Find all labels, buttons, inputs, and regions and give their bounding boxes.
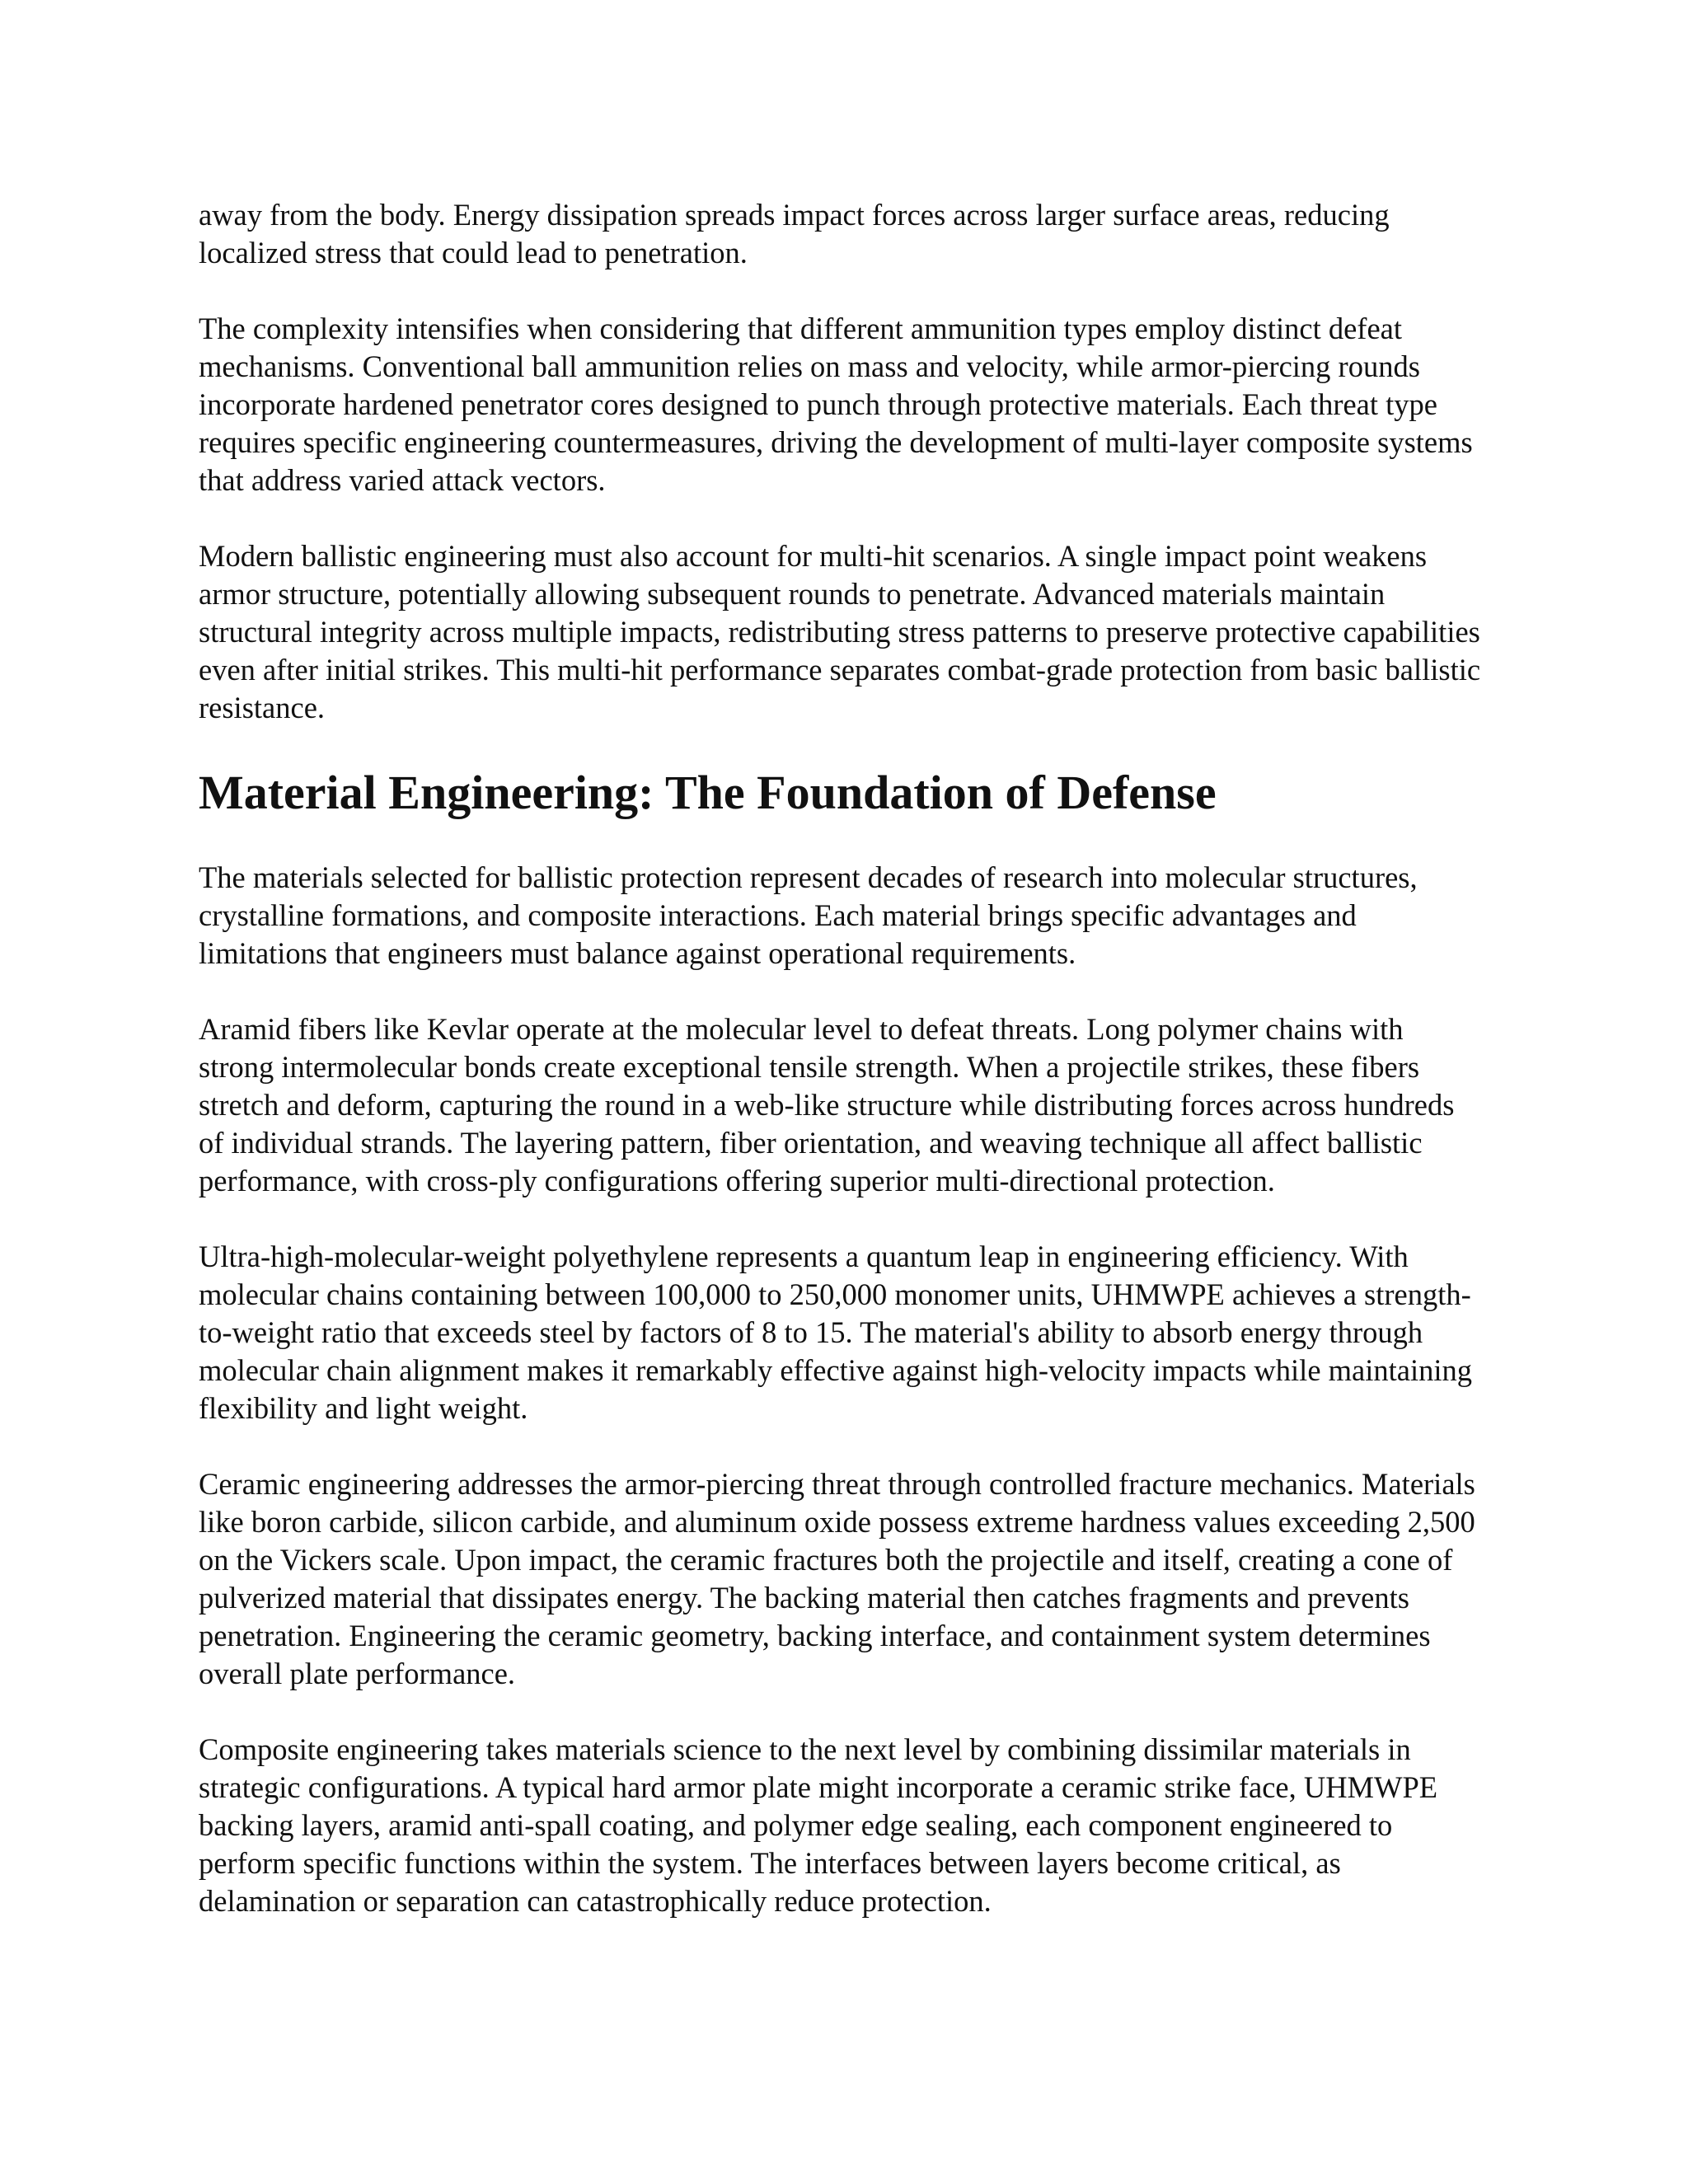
paragraph-energy-dissipation: away from the body. Energy dissipation spreads impact forces across larger surface areas, reducing localized stress that could lead to penetration. — [199, 198, 1390, 269]
paragraph-composite: Composite engineering takes materials science to the next level by combining dissimilar materials in strategic configurations. A typical hard armor plate might incorporate a ceramic strike face, UHMWPE backing layers, aramid anti-spall coating, and polymer edge sealing, each component engineered to perform specific functions within the system. The interfaces between layers become critical, as delamination or separation can catastrophically reduce protection. — [199, 1732, 1438, 1918]
document-page — [199, 196, 1484, 1958]
section-heading: Material Engineering: The Foundation of Defense — [199, 766, 1217, 819]
paragraph-aramid-fibers: Aramid fibers like Kevlar operate at the molecular level to defeat threats. Long polymer chains with strong intermolecular bonds create exceptional tensile strength. When a projectile strikes, these fibers stretch and deform, capturing the round in a web-like structure while distributing forces across hundreds of individual strands. The layering pattern, fiber orientation, and weaving technique all affect ballistic performance, with cross-ply configurations offering superior multi-directional protection. — [199, 1012, 1455, 1197]
paragraph-ceramic: Ceramic engineering addresses the armor-piercing threat through controlled fracture mechanics. Materials like boron carbide, silicon carbide, and aluminum oxide possess extreme hardness values exceeding 2,500 on the Vickers scale. Upon impact, the ceramic fractures both the projectile and itself, creating a cone of pulverized material that dissipates energy. The backing material then catches fragments and prevents penetration. Engineering the ceramic geometry, backing interface, and containment system determines overall plate performance. — [199, 1467, 1475, 1690]
paragraph-materials-intro: The materials selected for ballistic protection represent decades of research into molecular structures, crystalline formations, and composite interactions. Each material brings specific advantages and limitations that engineers must balance against operational requirements. — [199, 860, 1418, 970]
paragraph-ammunition-types: The complexity intensifies when considering that different ammunition types employ distinct defeat mechanisms. Conventional ball ammunition relies on mass and velocity, while armor-piercing rounds incorporate hardened penetrator cores designed to punch through protective materials. Each threat type requires specific engineering countermeasures, driving the development of multi-layer composite systems that address varied attack vectors. — [199, 312, 1473, 497]
paragraph-uhmwpe: Ultra-high-molecular-weight polyethylene represents a quantum leap in engineering efficiency. With molecular chains containing between 100,000 to 250,000 monomer units, UHMWPE achieves a strength-to-weight ratio that exceeds steel by factors of 8 to 15. The material's ability to absorb energy through molecular chain alignment makes it remarkably effective against high-velocity impacts while maintaining flexibility and light weight. — [199, 1240, 1472, 1425]
paragraph-multi-hit: Modern ballistic engineering must also account for multi-hit scenarios. A single impact point weakens armor structure, potentially allowing subsequent rounds to penetrate. Advanced materials maintain structural integrity across multiple impacts, redistributing stress patterns to preserve protective capabilities even after initial strikes. This multi-hit performance separates combat-grade protection from basic ballistic resistance. — [199, 539, 1481, 724]
